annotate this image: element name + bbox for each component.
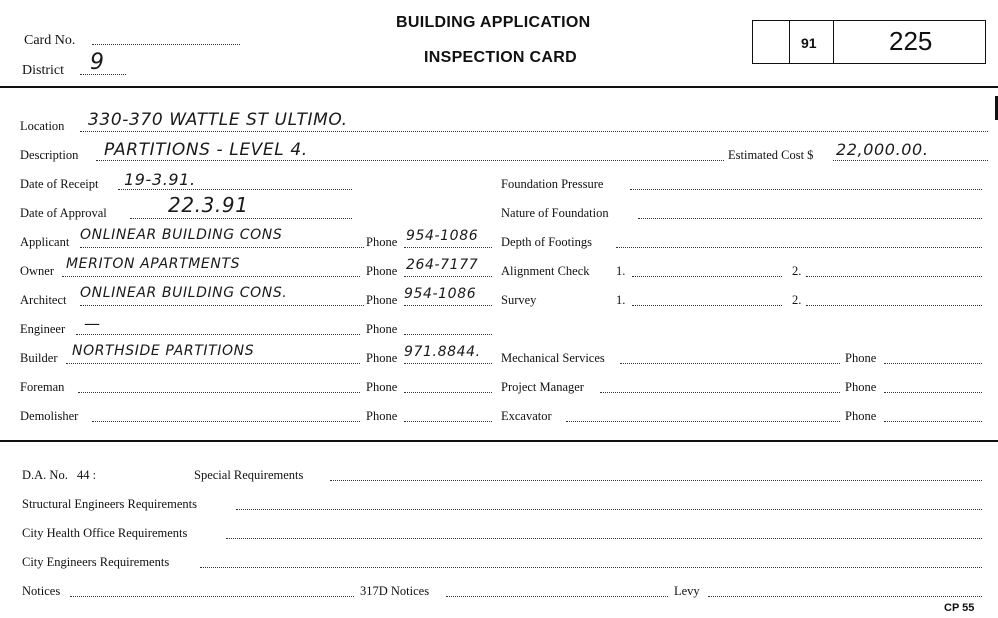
engineer-phone-field[interactable]	[404, 334, 492, 335]
project-manager-phone-label: Phone	[845, 380, 877, 394]
engineer-field[interactable]	[76, 334, 360, 335]
date-receipt-value: 19-3.91.	[124, 170, 196, 189]
applicant-field[interactable]	[80, 247, 364, 248]
owner-field[interactable]	[62, 276, 360, 277]
foreman-label: Foreman	[20, 380, 65, 394]
mechanical-phone-label: Phone	[845, 351, 877, 365]
city-health-label: City Health Office Requirements	[22, 526, 188, 540]
date-receipt-field[interactable]	[118, 189, 352, 190]
mechanical-phone-field[interactable]	[884, 363, 982, 364]
box-divider	[789, 21, 790, 63]
section-rule	[0, 440, 998, 442]
alignment-one-label: 1.	[616, 264, 626, 278]
architect-phone-label: Phone	[366, 293, 398, 307]
owner-label: Owner	[20, 264, 55, 278]
notices-label: Notices	[22, 584, 61, 598]
alignment-two-field[interactable]	[806, 276, 982, 277]
alignment-one-field[interactable]	[632, 276, 782, 277]
excavator-field[interactable]	[566, 421, 840, 422]
owner-phone-field[interactable]	[404, 276, 492, 277]
foreman-phone-label: Phone	[366, 380, 398, 394]
header-rule	[0, 86, 998, 88]
box-divider	[833, 21, 834, 63]
foundation-pressure-label: Foundation Pressure	[501, 177, 604, 191]
foundation-pressure-field[interactable]	[630, 189, 982, 190]
excavator-label: Excavator	[501, 409, 552, 423]
structural-field[interactable]	[236, 509, 982, 510]
district-label: District	[22, 63, 64, 78]
demolisher-field[interactable]	[92, 421, 360, 422]
depth-footings-label: Depth of Footings	[501, 235, 592, 249]
card-number-box	[752, 20, 986, 64]
description-field[interactable]	[96, 160, 724, 161]
architect-field[interactable]	[80, 305, 364, 306]
da-no-label: D.A. No.	[22, 468, 68, 482]
notices-317d-field[interactable]	[446, 596, 668, 597]
location-field[interactable]	[80, 131, 988, 132]
builder-phone-field[interactable]	[404, 363, 492, 364]
levy-label: Levy	[674, 584, 700, 598]
alignment-check-label: Alignment Check	[501, 264, 590, 278]
notices-317d-label: 317D Notices	[360, 584, 430, 598]
builder-field[interactable]	[66, 363, 360, 364]
project-manager-label: Project Manager	[501, 380, 584, 394]
special-req-label: Special Requirements	[194, 468, 304, 482]
engineer-value: —	[84, 314, 101, 333]
card-no-field[interactable]	[92, 44, 240, 45]
applicant-label: Applicant	[20, 235, 70, 249]
city-engineers-label: City Engineers Requirements	[22, 555, 170, 569]
title-line-2: INSPECTION CARD	[424, 49, 577, 66]
notices-field[interactable]	[70, 596, 354, 597]
owner-phone-label: Phone	[366, 264, 398, 278]
nature-foundation-label: Nature of Foundation	[501, 206, 609, 220]
survey-one-field[interactable]	[632, 305, 782, 306]
date-approval-value: 22.3.91	[168, 193, 249, 217]
description-value: PARTITIONS - LEVEL 4.	[104, 140, 308, 160]
description-label: Description	[20, 148, 79, 162]
excavator-phone-field[interactable]	[884, 421, 982, 422]
applicant-phone-value: 954-1086	[406, 228, 479, 244]
excavator-phone-label: Phone	[845, 409, 877, 423]
estimated-cost-field[interactable]	[833, 160, 988, 161]
city-engineers-field[interactable]	[200, 567, 982, 568]
nature-foundation-field[interactable]	[638, 218, 982, 219]
demolisher-label: Demolisher	[20, 409, 79, 423]
estimated-cost-value: 22,000.00.	[836, 140, 929, 159]
applicant-phone-field[interactable]	[404, 247, 492, 248]
owner-phone-value: 264-7177	[406, 257, 479, 273]
location-value: 330-370 WATTLE ST ULTIMO.	[88, 110, 348, 130]
architect-value: ONLINEAR BUILDING CONS.	[80, 285, 288, 301]
owner-value: MERITON APARTMENTS	[66, 256, 241, 272]
foreman-phone-field[interactable]	[404, 392, 492, 393]
architect-phone-value: 954-1086	[404, 286, 477, 302]
builder-label: Builder	[20, 351, 58, 365]
survey-two-label: 2.	[792, 293, 802, 307]
survey-two-field[interactable]	[806, 305, 982, 306]
date-approval-label: Date of Approval	[20, 206, 107, 220]
structural-label: Structural Engineers Requirements	[22, 497, 197, 511]
location-label: Location	[20, 119, 65, 133]
date-receipt-label: Date of Receipt	[20, 177, 99, 191]
architect-phone-field[interactable]	[404, 305, 492, 306]
special-req-field[interactable]	[330, 480, 982, 481]
form-code: CP 55	[944, 602, 975, 614]
district-value: 9	[90, 50, 105, 75]
levy-field[interactable]	[708, 596, 982, 597]
date-approval-field[interactable]	[130, 218, 352, 219]
city-health-field[interactable]	[226, 538, 982, 539]
project-manager-field[interactable]	[600, 392, 840, 393]
survey-label: Survey	[501, 293, 537, 307]
title-line-1: BUILDING APPLICATION	[396, 14, 591, 31]
architect-label: Architect	[20, 293, 67, 307]
builder-phone-label: Phone	[366, 351, 398, 365]
card-number: 225	[889, 26, 933, 56]
mechanical-field[interactable]	[620, 363, 840, 364]
card-prefix: 91	[801, 35, 817, 51]
alignment-two-label: 2.	[792, 264, 802, 278]
demolisher-phone-field[interactable]	[404, 421, 492, 422]
card-no-label: Card No.	[24, 33, 76, 48]
depth-footings-field[interactable]	[616, 247, 982, 248]
builder-phone-value: 971.8844.	[404, 344, 481, 360]
estimated-cost-label: Estimated Cost $	[728, 148, 814, 162]
survey-one-label: 1.	[616, 293, 626, 307]
project-manager-phone-field[interactable]	[884, 392, 982, 393]
foreman-field[interactable]	[78, 392, 360, 393]
applicant-phone-label: Phone	[366, 235, 398, 249]
builder-value: NORTHSIDE PARTITIONS	[72, 343, 255, 359]
mechanical-label: Mechanical Services	[501, 351, 605, 365]
da-no-value: 44 :	[77, 468, 97, 482]
demolisher-phone-label: Phone	[366, 409, 398, 423]
engineer-label: Engineer	[20, 322, 66, 336]
engineer-phone-label: Phone	[366, 322, 398, 336]
applicant-value: ONLINEAR BUILDING CONS	[80, 227, 283, 243]
